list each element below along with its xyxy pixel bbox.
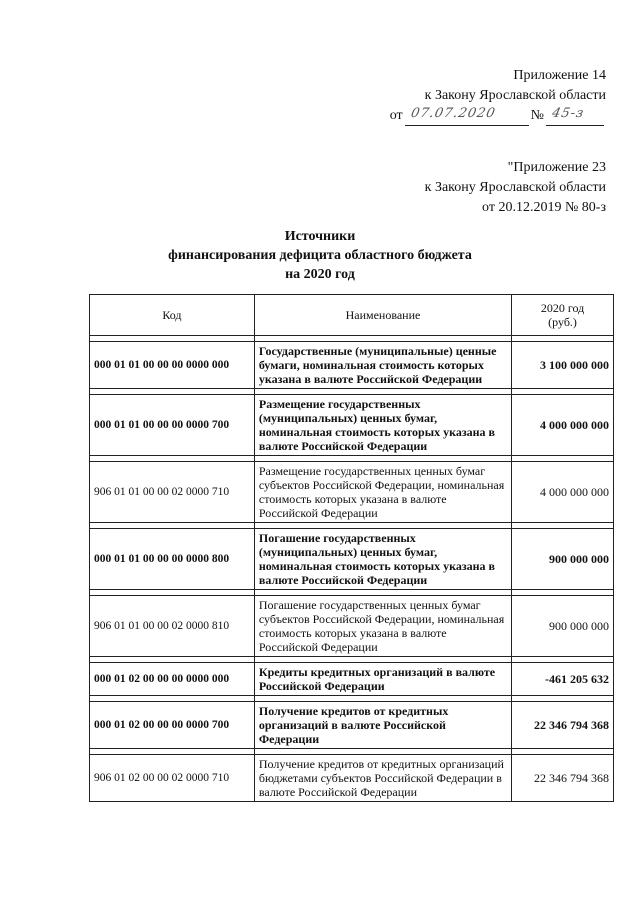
row-name: Получение кредитов от кредитных организаций бюджетами субъектов Российской Федерации в валюте Российской Федерации [254, 755, 511, 802]
row-amount: 22 346 794 368 [512, 702, 614, 749]
row-name: Размещение государственных (муниципальных) ценных бумаг, номинальная стоимость которых указана в валюте Российской Федерации [254, 395, 511, 456]
row-amount: 4 000 000 000 [512, 462, 614, 523]
row-code: 906 01 01 00 00 02 0000 710 [90, 462, 255, 523]
handwritten-number: 45-з [550, 106, 586, 121]
financing-sources-table [89, 294, 614, 802]
prev-appendix-date: от 20.12.2019 № 80-з [482, 200, 606, 215]
header-code: Код [90, 295, 255, 336]
row-name: Государственные (муниципальные) ценные бумаги, номинальная стоимость которых указана в валюте Российской Федерации [254, 342, 511, 389]
row-amount: 900 000 000 [512, 529, 614, 590]
row-code: 906 01 01 00 00 02 0000 810 [90, 596, 255, 657]
row-name: Получение кредитов от кредитных организаций в валюте Российской Федерации [254, 702, 511, 749]
row-code: 000 01 01 00 00 00 0000 800 [90, 529, 255, 590]
row-amount: 3 100 000 000 [512, 342, 614, 389]
document-title [0, 227, 640, 284]
appendix-law-reference: к Закону Ярославской области [424, 88, 606, 103]
header-name: Наименование [254, 295, 511, 336]
date-blank [405, 106, 529, 126]
appendix-date-number-line [390, 106, 606, 126]
row-code: 000 01 02 00 00 00 0000 000 [90, 663, 255, 696]
table-body [90, 336, 614, 802]
number-blank [546, 106, 604, 126]
row-amount: 4 000 000 000 [512, 395, 614, 456]
previous-appendix-header [425, 158, 606, 218]
row-amount: 22 346 794 368 [512, 755, 614, 802]
row-name: Кредиты кредитных организаций в валюте Российской Федерации [254, 663, 511, 696]
table-row [90, 395, 614, 456]
appendix-header [390, 66, 606, 126]
table-row [90, 529, 614, 590]
table-row [90, 755, 614, 802]
row-name: Погашение государственных ценных бумаг субъектов Российской Федерации, номинальная стоимость которых указана в валюте Российской Федерации [254, 596, 511, 657]
table-row [90, 596, 614, 657]
number-label: № [530, 108, 544, 123]
table-row [90, 663, 614, 696]
table-row [90, 462, 614, 523]
title-line-3: на 2020 год [285, 267, 355, 282]
header-amount-unit: (руб.) [548, 315, 577, 329]
table-header-row [90, 295, 614, 336]
prev-appendix-law-reference: к Закону Ярославской области [424, 180, 606, 195]
table-row [90, 702, 614, 749]
row-amount: 900 000 000 [512, 596, 614, 657]
table-row [90, 342, 614, 389]
from-label: от [389, 108, 403, 123]
header-amount-year: 2020 год [540, 301, 585, 315]
row-code: 000 01 01 00 00 00 0000 000 [90, 342, 255, 389]
row-code: 906 01 02 00 00 02 0000 710 [90, 755, 255, 802]
row-code: 000 01 02 00 00 00 0000 700 [90, 702, 255, 749]
row-amount: -461 205 632 [512, 663, 614, 696]
header-amount [512, 295, 614, 336]
row-name: Размещение государственных ценных бумаг субъектов Российской Федерации, номинальная стоимость которых указана в валюте Российской Федерации [254, 462, 511, 523]
appendix-number: Приложение 14 [513, 68, 606, 83]
row-code: 000 01 01 00 00 00 0000 700 [90, 395, 255, 456]
title-line-1: Источники [284, 229, 356, 244]
handwritten-date: 07.07.2020 [409, 106, 497, 121]
row-name: Погашение государственных (муниципальных) ценных бумаг, номинальная стоимость которых указана в валюте Российской Федерации [254, 529, 511, 590]
prev-appendix-number: "Приложение 23 [507, 160, 606, 175]
title-line-2: финансирования дефицита областного бюджета [168, 248, 472, 263]
